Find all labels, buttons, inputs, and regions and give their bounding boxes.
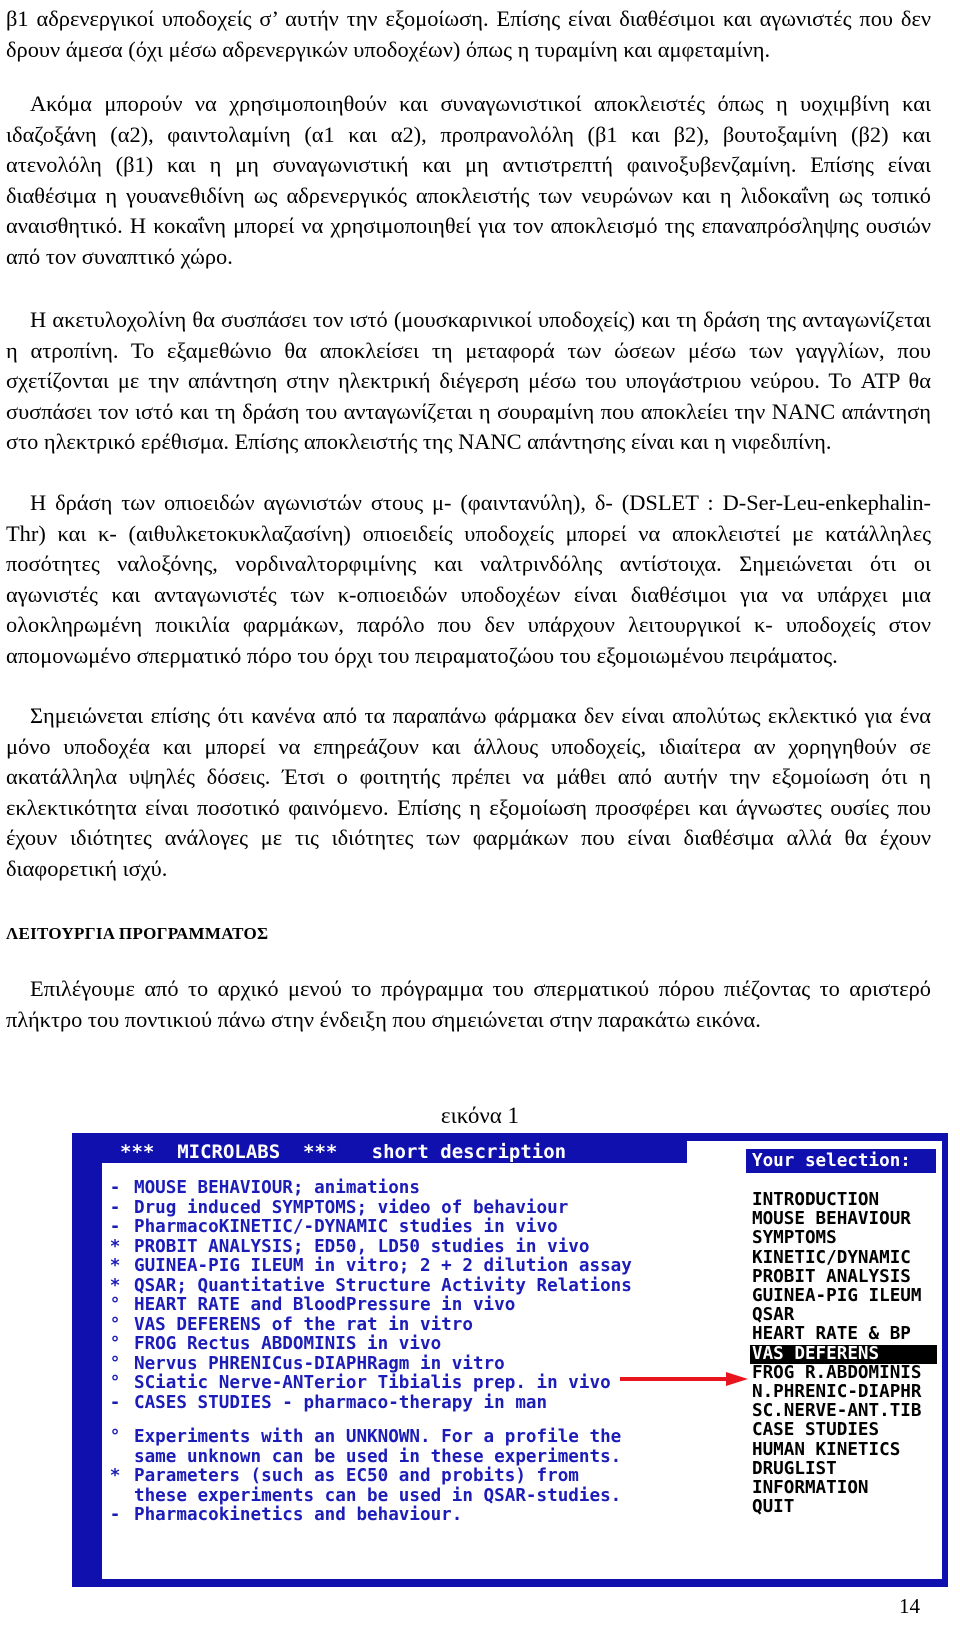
bullet-symbol: -: [109, 1217, 121, 1237]
bullet-symbol: -: [109, 1197, 121, 1218]
paragraph-4: Η δράση των οπιοειδών αγωνιστών στους μ- (φαιντανύλη), δ- (DSLET : D-Ser-Leu-enkephalin-Thr) και κ- (αιθυλκετοκυκλαζασίνη) οπιοειδείς υποδοχείς μπορεί να αποκλειστεί με κατάλληλες ποσότητες ναλοξόνης, νορδιναλτορφιμίνης και ναλτρινδόλης αντίστοιχα. Σημειώνεται ότι οι αγωνιστές και ανταγωνιστές των κ-οπιοειδών υποδοχέων είναι διαθέσιμοι για να υπάρχει μια ολοκληρωμένη ποικιλία φαρμάκων, παρόλο που δεν υπάρχουν λειτουργικοί κ- υποδοχείς στον απομονωμένο σπερματικό πόρο του όρχι του πειραματοζώου του εξομοιωμένου πειράματος.: [6, 490, 931, 668]
line-text: SCiatic Nerve-ANTerior Tibialis prep. in vivo: [134, 1373, 611, 1393]
page-number: 14: [899, 1594, 920, 1618]
selection-panel: [742, 1141, 942, 1579]
line-text: CASES STUDIES - pharmaco-therapy in man: [134, 1392, 548, 1413]
line-text: these experiments can be used in QSAR-studies.: [134, 1485, 622, 1506]
intro-paragraph: Επιλέγουμε από το αρχικό μενού το πρόγραμμα του σπερματικού πόρου πιέζοντας το αριστερό πλήκτρο του ποντικιού πάνω στην ένδειξη που σημειώνεται στην παρακάτω εικόνα.: [6, 976, 931, 1032]
selection-item[interactable]: QUIT: [752, 1497, 795, 1518]
paragraph-2: Ακόμα μπορούν να χρησιμοποιηθούν και συναγωνιστικοί αποκλειστές όπως η υοχιμβίνη και ιδαζοξάνη (α2), φαιντολαμίνη (α1 και α2), προπρανολόλη (β1 και β2), βουτοξαμίνη (β2) και ατενολόλη (β1) και η μη συναγωνιστική και μη αντιστρεπτή φαινοξυβενζαμίνη. Επίσης είναι διαθέσιμα η γουανεθιδίνη ως αδρενεργικός αποκλειστής των νευρώνων και η λιδοκαΐνη ως τοπικό αναισθητικό. Η κοκαΐνη μπορεί να χρησιμοποιηθεί για τον αποκλεισμό της επαναπρόσληψης ουσιών από τον συναπτικό χώρο.: [6, 91, 931, 269]
selection-item[interactable]: VAS DEFERENS: [750, 1345, 937, 1365]
selection-item[interactable]: SYMPTOMS: [752, 1228, 837, 1249]
paragraph-3: Η ακετυλοχολίνη θα συσπάσει τον ιστό (μουσκαρινικοί υποδοχείς) και τη δράση της ανταγωνίζεται η ατροπίνη. Το εξαμεθώνιο θα αποκλείσει τη μεταφορά των ώσεων μέσω των γαγγλίων, που σχετίζονται με την απάντηση στην ηλεκτρική διέγερση μέσω του υπογάστριου νεύρου. Το ATP θα συσπάσει τον ιστό και τη δράση του ανταγωνίζεται η σουραμίνη που αποκλείει την NANC απάντηση στο ηλεκτρικό ερέθισμα. Επίσης αποκλειστής της NANC απάντησης είναι και η νιφεδιπίνη.: [6, 307, 931, 455]
selection-item[interactable]: INFORMATION: [752, 1478, 869, 1498]
bullet-symbol: -: [109, 1392, 121, 1413]
line-text: FROG Rectus ABDOMINIS in vivo: [134, 1334, 442, 1354]
line-text: Parameters (such as EC50 and probits) from: [134, 1466, 579, 1486]
bullet-symbol: *: [109, 1466, 121, 1486]
bullet-symbol: °: [109, 1314, 121, 1335]
microlabs-screenshot: [72, 1133, 948, 1587]
line-text: same unknown can be used in these experiments.: [134, 1446, 622, 1467]
selection-item[interactable]: DRUGLIST: [752, 1458, 837, 1479]
selection-item[interactable]: FROG R.ABDOMINIS: [752, 1362, 922, 1383]
section-heading: ΛΕΙΤΟΥΡΓΙΑ ΠΡΟΓΡΑΜΜΑΤΟΣ: [6, 924, 269, 943]
description-title: *** MICROLABS *** short description: [102, 1141, 687, 1163]
bullet-symbol: *: [109, 1236, 121, 1257]
selection-item[interactable]: KINETIC/DYNAMIC: [752, 1247, 911, 1268]
red-pointer-arrow-icon: [620, 1371, 750, 1387]
line-text: Nervus PHRENICus-DIAPHRagm in vitro: [134, 1353, 505, 1374]
selection-item[interactable]: SC.NERVE-ANT.TIB: [752, 1401, 922, 1422]
selection-item[interactable]: QSAR: [752, 1305, 795, 1326]
bullet-symbol: °: [109, 1427, 121, 1447]
selection-item[interactable]: MOUSE BEHAVIOUR: [752, 1209, 911, 1230]
line-text: QSAR; Quantitative Structure Activity Relations: [134, 1275, 632, 1296]
paragraph-5: Σημειώνεται επίσης ότι κανένα από τα παραπάνω φάρμακα δεν είναι απολύτως εκλεκτικό για ένα μόνο υποδοχέα και μπορεί να επηρεάζουν και άλλους υποδοχείς, ιδιαίτερα αν χορηγηθούν σε ακατάλληλα υψηλές δόσεις. Έτσι ο φοιτητής πρέπει να μάθει από αυτήν την εξομοίωση ότι η εκλεκτικότητα είναι ποσοτικό φαινόμενο. Επίσης η εξομοίωση προσφέρει και άγνωστες ουσίες που έχουν ιδιότητες ανάλογες με τις ιδιότητες των φαρμάκων που είναι διαθέσιμα αλλά θα έχουν διαφορετική ισχύ.: [6, 703, 931, 881]
line-text: Pharmacokinetics and behaviour.: [134, 1505, 463, 1525]
bullet-symbol: -: [109, 1178, 121, 1198]
line-text: MOUSE BEHAVIOUR; animations: [134, 1178, 420, 1198]
bullet-symbol: -: [109, 1505, 121, 1525]
bullet-symbol: °: [109, 1373, 121, 1393]
paragraph-1: β1 αδρενεργικοί υποδοχείς σ’ αυτήν την εξομοίωση. Επίσης είναι διαθέσιμοι και αγωνιστές που δεν δρουν άμεσα (όχι μέσω αδρενεργικών υποδοχέων) όπως η τυραμίνη και αμφεταμίνη.: [6, 6, 931, 62]
selection-item[interactable]: PROBIT ANALYSIS: [752, 1266, 911, 1287]
line-text: HEART RATE and BloodPressure in vivo: [134, 1295, 516, 1315]
selection-item[interactable]: N.PHRENIC-DIAPHR: [752, 1382, 922, 1402]
line-text: PharmacoKINETIC/-DYNAMIC studies in vivo: [134, 1217, 558, 1237]
description-panel: [102, 1141, 742, 1579]
selection-title: Your selection:: [746, 1149, 936, 1173]
selection-item[interactable]: CASE STUDIES: [752, 1420, 880, 1441]
bullet-symbol: °: [109, 1334, 121, 1354]
selection-item[interactable]: HUMAN KINETICS: [752, 1439, 901, 1460]
line-text: GUINEA-PIG ILEUM in vitro; 2 + 2 dilution assay: [134, 1256, 632, 1276]
selection-item[interactable]: HEART RATE & BP: [752, 1324, 911, 1345]
bullet-symbol: *: [109, 1256, 121, 1276]
figure-caption: εικόνα 1: [440, 1103, 520, 1128]
line-text: VAS DEFERENS of the rat in vitro: [134, 1314, 473, 1335]
bullet-symbol: °: [109, 1295, 121, 1315]
bullet-symbol: *: [109, 1275, 121, 1296]
line-text: PROBIT ANALYSIS; ED50, LD50 studies in vivo: [134, 1236, 590, 1257]
line-text: Drug induced SYMPTOMS; video of behaviour: [134, 1197, 569, 1218]
selection-item[interactable]: INTRODUCTION: [752, 1190, 880, 1210]
selection-item[interactable]: GUINEA-PIG ILEUM: [752, 1286, 922, 1306]
bullet-symbol: °: [109, 1353, 121, 1374]
line-text: Experiments with an UNKNOWN. For a profile the: [134, 1427, 622, 1447]
